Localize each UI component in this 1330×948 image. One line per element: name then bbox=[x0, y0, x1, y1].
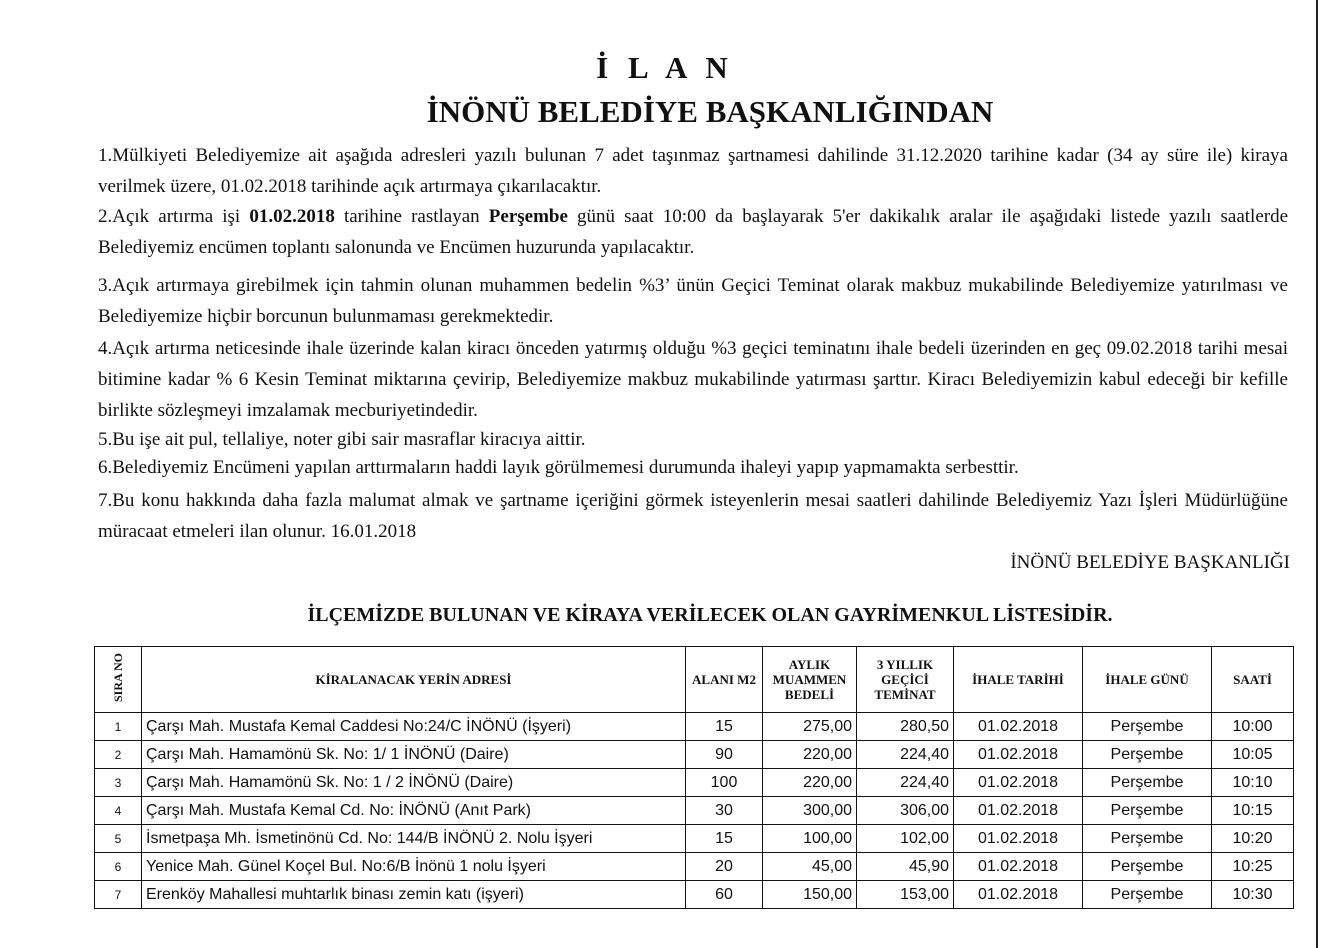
table-title: İLÇEMİZDE BULUNAN VE KİRAYA VERİLECEK OLAN GAYRİMENKUL LİSTESİDİR. bbox=[307, 604, 1113, 626]
cell-deposit: 45,90 bbox=[857, 853, 954, 881]
cell-date: 01.02.2018 bbox=[954, 713, 1083, 741]
property-table bbox=[94, 646, 1294, 909]
paragraph-2 bbox=[98, 201, 1288, 263]
page-edge-divider bbox=[1316, 0, 1318, 948]
notice-title: İ L A N bbox=[596, 50, 734, 85]
cell-day: Perşembe bbox=[1083, 797, 1212, 825]
cell-no: 1 bbox=[95, 713, 142, 741]
cell-area: 15 bbox=[686, 713, 763, 741]
cell-day: Perşembe bbox=[1083, 881, 1212, 909]
cell-hour: 10:30 bbox=[1212, 881, 1294, 909]
cell-rent: 220,00 bbox=[763, 741, 857, 769]
cell-deposit: 280,50 bbox=[857, 713, 954, 741]
header-no: SIRA NO bbox=[95, 647, 142, 713]
cell-no: 3 bbox=[95, 769, 142, 797]
cell-deposit: 224,40 bbox=[857, 769, 954, 797]
table-row bbox=[95, 797, 1294, 825]
cell-hour: 10:00 bbox=[1212, 713, 1294, 741]
table-row bbox=[95, 741, 1294, 769]
cell-date: 01.02.2018 bbox=[954, 769, 1083, 797]
cell-rent: 300,00 bbox=[763, 797, 857, 825]
cell-address: Çarşı Mah. Hamamönü Sk. No: 1 / 2 İNÖNÜ (Daire) bbox=[142, 769, 686, 797]
paragraph-5: 5.Bu işe ait pul, tellaliye, noter gibi sair masraflar kiracıya aittir. bbox=[98, 429, 586, 450]
cell-day: Perşembe bbox=[1083, 713, 1212, 741]
table-body bbox=[95, 713, 1294, 909]
cell-address: Çarşı Mah. Mustafa Kemal Cd. No: İNÖNÜ (Anıt Park) bbox=[142, 797, 686, 825]
header-rent: AYLIK MUAMMEN BEDELİ bbox=[763, 647, 857, 713]
cell-day: Perşembe bbox=[1083, 853, 1212, 881]
cell-deposit: 306,00 bbox=[857, 797, 954, 825]
cell-date: 01.02.2018 bbox=[954, 853, 1083, 881]
table-row bbox=[95, 769, 1294, 797]
cell-address: Çarşı Mah. Mustafa Kemal Caddesi No:24/C İNÖNÜ (İşyeri) bbox=[142, 713, 686, 741]
notice-subtitle: İNÖNÜ BELEDİYE BAŞKANLIĞINDAN bbox=[426, 94, 994, 129]
auction-day: Perşembe bbox=[488, 206, 568, 227]
cell-address: Yenice Mah. Günel Koçel Bul. No:6/B İnönü 1 nolu İşyeri bbox=[142, 853, 686, 881]
cell-rent: 150,00 bbox=[763, 881, 857, 909]
paragraph-2-text-a: 2.Açık artırma işi bbox=[98, 206, 250, 227]
cell-hour: 10:20 bbox=[1212, 825, 1294, 853]
auction-date: 01.02.2018 bbox=[249, 206, 335, 227]
paragraph-4: 4.Açık artırma neticesinde ihale üzerinde kalan kiracı önceden yatırmış olduğu %3 geçici teminatını ihale bedeli üzerinden en geç 09.02.2018 tarihi mesai bitimine kadar % 6 Kesin Teminat miktarına çevirip, Belediyemize makbuz mukabilinde yatırması şarttır. Kiracı Belediyemizin kabul edeceği bir kefille birlikte sözleşmeyi imzalamak mecburiyetindedir. bbox=[98, 338, 1288, 421]
cell-area: 15 bbox=[686, 825, 763, 853]
cell-area: 90 bbox=[686, 741, 763, 769]
cell-area: 30 bbox=[686, 797, 763, 825]
cell-area: 20 bbox=[686, 853, 763, 881]
header-address: KİRALANACAK YERİN ADRESİ bbox=[142, 647, 686, 713]
cell-address: Erenköy Mahallesi muhtarlık binası zemin katı (işyeri) bbox=[142, 881, 686, 909]
cell-date: 01.02.2018 bbox=[954, 881, 1083, 909]
cell-area: 100 bbox=[686, 769, 763, 797]
cell-no: 2 bbox=[95, 741, 142, 769]
table-row bbox=[95, 825, 1294, 853]
header-deposit: 3 YILLIK GEÇİCİ TEMİNAT bbox=[857, 647, 954, 713]
paragraph-2-text-b: tarihine rastlayan bbox=[334, 206, 489, 227]
cell-rent: 220,00 bbox=[763, 769, 857, 797]
header-day: İHALE GÜNÜ bbox=[1083, 647, 1212, 713]
cell-no: 6 bbox=[95, 853, 142, 881]
table-row bbox=[95, 881, 1294, 909]
header-hour: SAATİ bbox=[1212, 647, 1294, 713]
table-row bbox=[95, 853, 1294, 881]
cell-rent: 45,00 bbox=[763, 853, 857, 881]
cell-date: 01.02.2018 bbox=[954, 797, 1083, 825]
header-area: ALANI M2 bbox=[686, 647, 763, 713]
cell-hour: 10:10 bbox=[1212, 769, 1294, 797]
cell-deposit: 153,00 bbox=[857, 881, 954, 909]
signature: İNÖNÜ BELEDİYE BAŞKANLIĞI bbox=[1010, 552, 1290, 573]
cell-day: Perşembe bbox=[1083, 825, 1212, 853]
table-row bbox=[95, 713, 1294, 741]
cell-rent: 100,00 bbox=[763, 825, 857, 853]
cell-hour: 10:05 bbox=[1212, 741, 1294, 769]
cell-no: 5 bbox=[95, 825, 142, 853]
cell-hour: 10:15 bbox=[1212, 797, 1294, 825]
cell-rent: 275,00 bbox=[763, 713, 857, 741]
cell-day: Perşembe bbox=[1083, 741, 1212, 769]
cell-deposit: 224,40 bbox=[857, 741, 954, 769]
paragraph-2-text-c: günü saat 10:00 da başlayarak 5'er dakikalık aralar ile aşağıdaki listede yazılı saatlerde Belediyemiz encümen toplantı salonunda ve Encümen huzurunda yapılacaktır. bbox=[98, 206, 1289, 258]
paragraph-7: 7.Bu konu hakkında daha fazla malumat almak ve şartname içeriğini görmek isteyenlerin mesai saatleri dahilinde Belediyemiz Yazı İşleri Müdürlüğüne müracaat etmeleri ilan olunur. 16.01.2018 bbox=[98, 490, 1288, 542]
cell-hour: 10:25 bbox=[1212, 853, 1294, 881]
table-header-row bbox=[95, 647, 1294, 713]
cell-no: 4 bbox=[95, 797, 142, 825]
paragraph-1: 1.Mülkiyeti Belediyemize ait aşağıda adresleri yazılı bulunan 7 adet taşınmaz şartnamesi dahilinde 31.12.2020 tarihine kadar (34 ay süre ile) kiraya verilmek üzere, 01.02.2018 tarihinde açık artırmaya çıkarılacaktır. bbox=[98, 145, 1288, 197]
cell-date: 01.02.2018 bbox=[954, 825, 1083, 853]
cell-address: İsmetpaşa Mh. İsmetinönü Cd. No: 144/B İNÖNÜ 2. Nolu İşyeri bbox=[142, 825, 686, 853]
cell-area: 60 bbox=[686, 881, 763, 909]
cell-no: 7 bbox=[95, 881, 142, 909]
cell-deposit: 102,00 bbox=[857, 825, 954, 853]
cell-address: Çarşı Mah. Hamamönü Sk. No: 1/ 1 İNÖNÜ (Daire) bbox=[142, 741, 686, 769]
cell-date: 01.02.2018 bbox=[954, 741, 1083, 769]
cell-day: Perşembe bbox=[1083, 769, 1212, 797]
paragraph-6: 6.Belediyemiz Encümeni yapılan arttırmaların haddi layık görülmemesi durumunda ihaleyi yapıp yapmamakta serbesttir. bbox=[98, 457, 1019, 478]
header-date: İHALE TARİHİ bbox=[954, 647, 1083, 713]
paragraph-3: 3.Açık artırmaya girebilmek için tahmin olunan muhammen bedelin %3’ ünün Geçici Teminat olarak makbuz mukabilinde Belediyemize yatırılması ve Belediyemize hiçbir borcunun bulunmaması gerekmektedir. bbox=[98, 275, 1288, 327]
